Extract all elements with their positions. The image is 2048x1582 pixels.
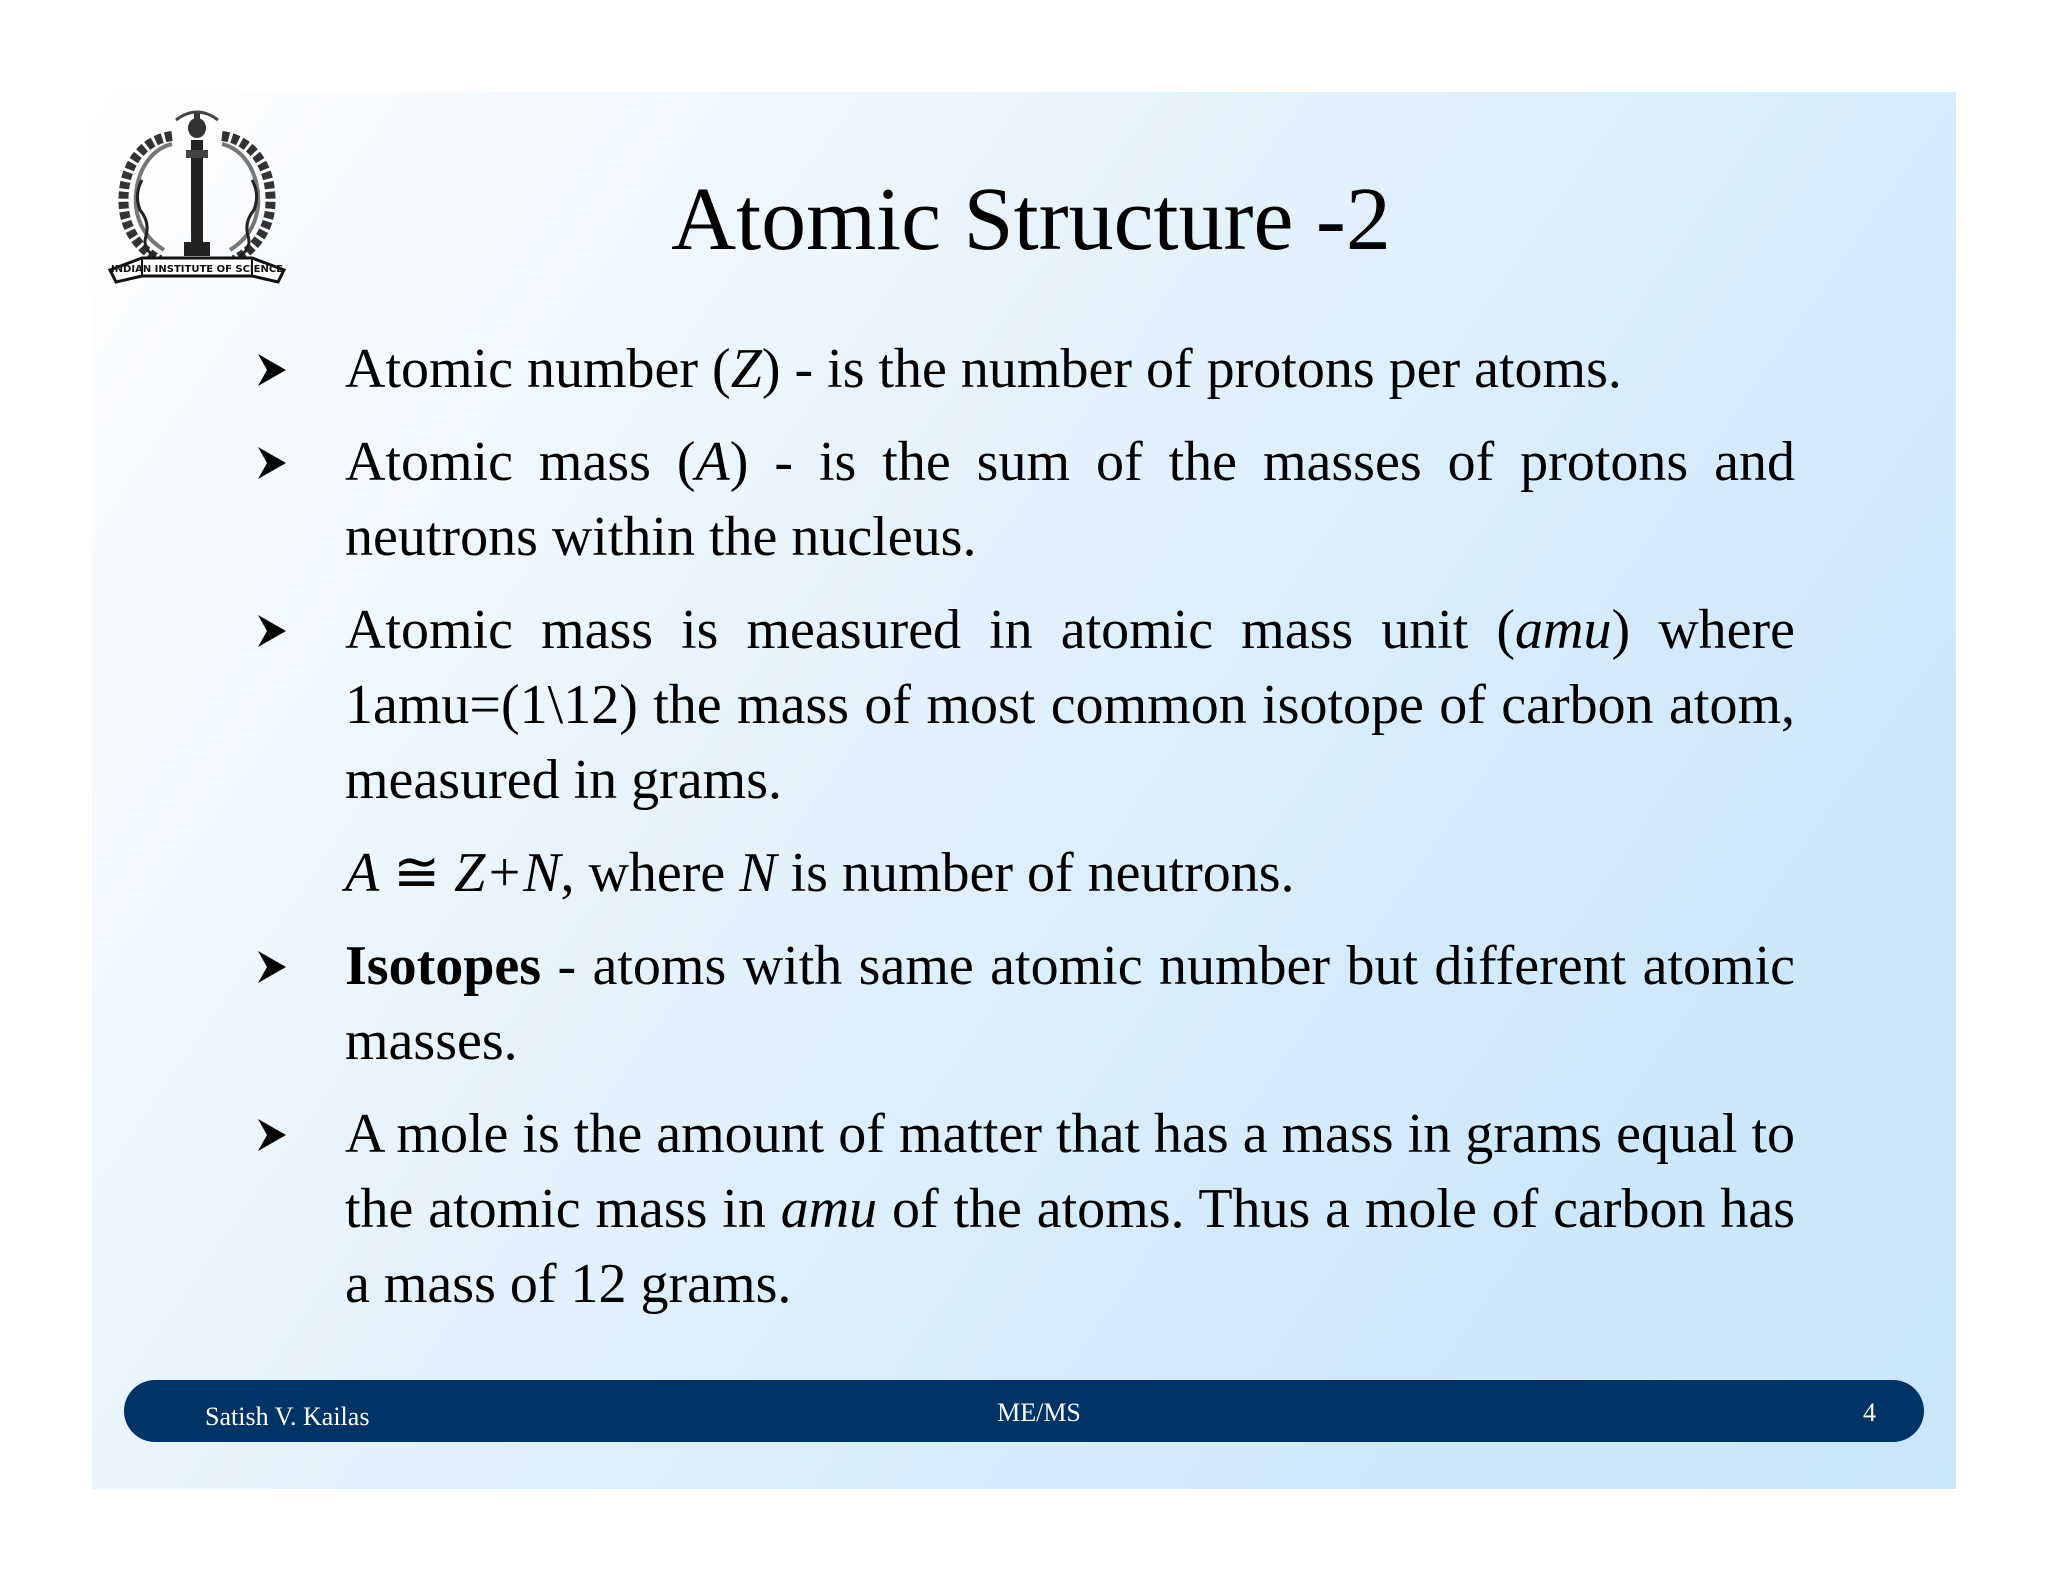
footer-page-number: 4 [1863, 1398, 1876, 1427]
bullet-atomic-mass [255, 425, 1795, 575]
footer-course: ME/MS [997, 1398, 1081, 1427]
arrowhead-bullet-icon [255, 1115, 289, 1155]
logo-banner-text: INDIAN INSTITUTE OF SCIENCE [110, 264, 284, 275]
arrowhead-bullet-icon [255, 947, 289, 987]
bullet-atomic-number [255, 332, 1795, 407]
bullet-isotopes [255, 929, 1795, 1079]
bullet-text: Atomic mass (A) - is the sum of the masses of protons and neutrons within the nucleus. [345, 431, 1795, 568]
bullet-amu [255, 593, 1795, 818]
slide-title: Atomic Structure -2 [671, 170, 1391, 269]
footer-bar [124, 1380, 1924, 1442]
bullet-text: Atomic number (Z) - is the number of protons per atoms. [345, 338, 1622, 400]
formula-line: A ≅ Z+N, where N is number of neutrons. [345, 842, 1295, 904]
bullet-list [255, 332, 1795, 1340]
footer-author: Satish V. Kailas [205, 1402, 370, 1431]
bullet-text: Atomic mass is measured in atomic mass unit (amu) where 1amu=(1\12) the mass of most common isotope of carbon atom, measured in grams. [345, 599, 1796, 811]
slide [92, 92, 1956, 1489]
arrowhead-bullet-icon [255, 611, 289, 651]
bullet-text: A mole is the amount of matter that has a mass in grams equal to the atomic mass in amu of the atoms. Thus a mole of carbon has a mass of 12 grams. [345, 1103, 1796, 1315]
bullet-text: Isotopes - atoms with same atomic number but different atomic masses. [345, 935, 1795, 1072]
arrowhead-bullet-icon [255, 443, 289, 483]
arrowhead-bullet-icon [255, 350, 289, 390]
bullet-mole [255, 1097, 1795, 1322]
